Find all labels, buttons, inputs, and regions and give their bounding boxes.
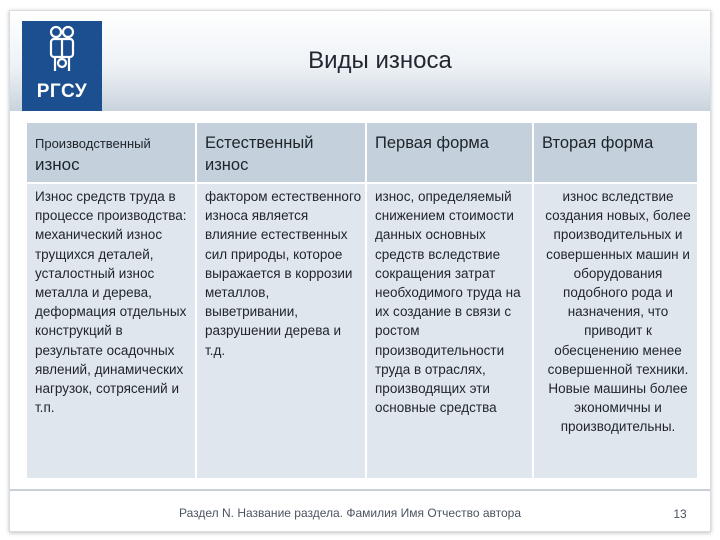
cell-second-form: износ вследствие создания новых, более производительных и совершенных машин и оборудования подобного рода и назначения, что приводит к обесценению менее совершенной техники. Новые машины более экономичны и производительны.	[533, 183, 698, 479]
header-col2-label: Естественный износ	[205, 134, 314, 174]
header-second-form	[533, 122, 698, 183]
cell-first-form: износ, определяемый снижением стоимости данных основных средств вследствие сокращения затрат необходимого труда на их создание в связи с ростом производительности труда в отраслях, производящих эти основные средства	[366, 183, 533, 479]
table-row	[26, 183, 698, 479]
header-col4-label: Вторая форма	[542, 134, 654, 152]
header-col1-line2: износ	[35, 155, 80, 174]
page-number: 13	[673, 507, 687, 521]
footer-divider	[10, 489, 710, 491]
header-production-wear	[26, 122, 196, 183]
wear-types-table	[25, 121, 699, 480]
slide-title: Виды износа	[308, 47, 452, 74]
header-col3-label: Первая форма	[375, 134, 489, 152]
university-logo	[22, 21, 102, 111]
header-first-form	[366, 122, 533, 183]
slide-header	[10, 11, 710, 111]
footer-text: Раздел N. Название раздела. Фамилия Имя Отчество автора	[178, 506, 522, 520]
table-header-row	[26, 122, 698, 183]
cell-production-wear: Износ средств труда в процессе производства: механический износ трущихся деталей, усталостный износ металла и дерева, деформация отдельных конструкций в результате осадочных явлений, динамических нагрузок, сотрясений и т.п.	[26, 183, 196, 479]
logo-text: РГСУ	[36, 81, 88, 102]
people-emblem-icon	[22, 21, 102, 81]
header-natural-wear	[196, 122, 366, 183]
header-col1-line1: Производственный	[35, 136, 151, 151]
cell-natural-wear: фактором естественного износа является влияние естественных сил природы, которое выражается в коррозии металлов, выветривании, разрушении дерева и т.д.	[196, 183, 366, 479]
slide	[9, 10, 711, 532]
